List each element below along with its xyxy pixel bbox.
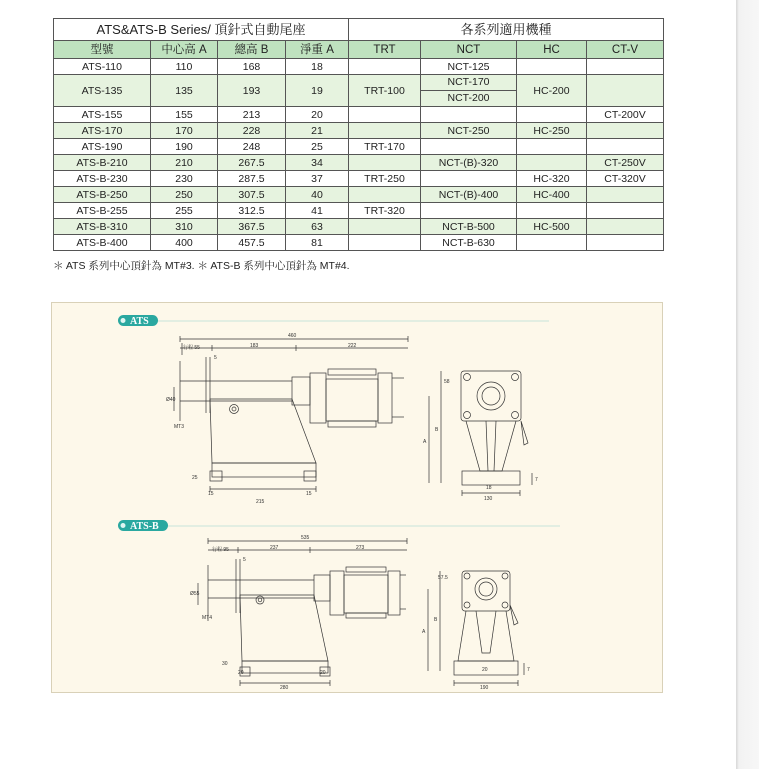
ats-b-dim-mt: MT4 xyxy=(202,615,212,621)
ats-label: ATS xyxy=(130,316,149,327)
ats-b-label-badge xyxy=(118,520,168,532)
table-row: ATS-170 170 228 21 NCT-250 HC-250 xyxy=(54,123,664,139)
ats-b-label: ATS-B xyxy=(130,521,159,532)
table-row: ATS-190 190 248 25 TRT-170 xyxy=(54,139,664,155)
ats-side-w: 18 xyxy=(486,485,492,491)
spec-table xyxy=(53,18,664,251)
col-total-height: 總高 B xyxy=(218,41,286,59)
table-group-right: 各系列適用機種 xyxy=(349,19,664,41)
ats-dim-dia: Ø40 xyxy=(166,397,176,403)
ats-b-side-w: 20 xyxy=(482,667,488,673)
right-margin-band xyxy=(736,0,759,769)
ats-b-dim-stroke: 行程 95 xyxy=(212,547,229,553)
ats-side-h: 7 xyxy=(535,477,538,483)
table-row: ATS-B-230 230 287.5 37 TRT-250 HC-320 CT-320V xyxy=(54,171,664,187)
ats-b-side-a: A xyxy=(422,629,426,635)
ats-b-side-b: B xyxy=(434,617,438,623)
table-group-left: ATS&ATS-B Series/ 頂針式自動尾座 xyxy=(54,19,349,41)
ats-side-a: A xyxy=(423,439,427,445)
ats-dim-d1: 183 xyxy=(250,343,259,349)
table-row: ATS-155 155 213 20 CT-200V xyxy=(54,107,664,123)
ats-side-top: 58 xyxy=(444,379,450,385)
ats-b-side-top: 57.5 xyxy=(438,575,448,581)
col-hc: HC xyxy=(517,41,587,59)
ats-b-dim-total: 535 xyxy=(301,535,310,541)
ats-side-view xyxy=(429,371,532,496)
ats-dim-d2: 222 xyxy=(348,343,357,349)
ats-dim-foot-l: 15 xyxy=(208,491,214,497)
ats-dim-foot-h: 25 xyxy=(192,475,198,481)
ats-b-dim-base: 280 xyxy=(280,685,289,691)
col-trt: TRT xyxy=(349,41,421,59)
ats-b-front-view xyxy=(198,538,407,686)
ats-dim-stroke: 行程 55 xyxy=(183,345,200,351)
ats-side-base: 130 xyxy=(484,496,493,502)
ats-dim-mt: MT3 xyxy=(174,424,184,430)
col-net-weight: 淨重 A xyxy=(286,41,349,59)
ats-front-view xyxy=(174,336,408,492)
ats-dim-base: 215 xyxy=(256,499,265,505)
ats-b-side-base: 190 xyxy=(480,685,489,691)
ats-b-dim-s: 5 xyxy=(243,557,246,563)
technical-drawing-panel xyxy=(51,302,663,693)
col-model: 型號 xyxy=(54,41,151,59)
table-row: ATS-B-250 250 307.5 40 NCT-(B)-400 HC-400 xyxy=(54,187,664,203)
ats-dim-total: 460 xyxy=(288,333,297,339)
ats-dim-foot-r: 15 xyxy=(306,491,312,497)
table-row: ATS-B-210 210 267.5 34 NCT-(B)-320 CT-250V xyxy=(54,155,664,171)
table-row: ATS-B-310 310 367.5 63 NCT-B-500 HC-500 xyxy=(54,219,664,235)
ats-dim-s: 5 xyxy=(214,355,217,361)
ats-b-dim-foot-h: 30 xyxy=(222,661,228,667)
ats-label-badge xyxy=(118,315,158,327)
col-nct: NCT xyxy=(421,41,517,59)
ats-b-side-h: 7 xyxy=(527,667,530,673)
table-row: ATS-B-255 255 312.5 41 TRT-320 xyxy=(54,203,664,219)
ats-b-dim-d1: 237 xyxy=(270,545,279,551)
technical-drawing xyxy=(52,303,664,694)
table-row: ATS-110 110 168 18 NCT-125 xyxy=(54,59,664,75)
col-ctv: CT-V xyxy=(587,41,664,59)
ats-b-side-view xyxy=(428,571,524,686)
table-row: ATS-135 135 193 19 TRT-100 NCT-170 NCT-200 HC-200 xyxy=(54,75,664,107)
mt-note: ＊ ATS 系列中心頂針為 MT#3. ＊ ATS-B 系列中心頂針為 MT#4. xyxy=(53,260,350,272)
ats-b-dim-d2: 273 xyxy=(356,545,365,551)
table-row: ATS-B-400 400 457.5 81 NCT-B-630 xyxy=(54,235,664,251)
ats-side-b: B xyxy=(435,427,439,433)
ats-b-dim-dia: Ø55 xyxy=(190,591,200,597)
ats-b-dim-foot-l: 20 xyxy=(238,670,244,676)
ats-b-dim-foot-r: 20 xyxy=(320,670,326,676)
col-center-height: 中心高 A xyxy=(151,41,218,59)
